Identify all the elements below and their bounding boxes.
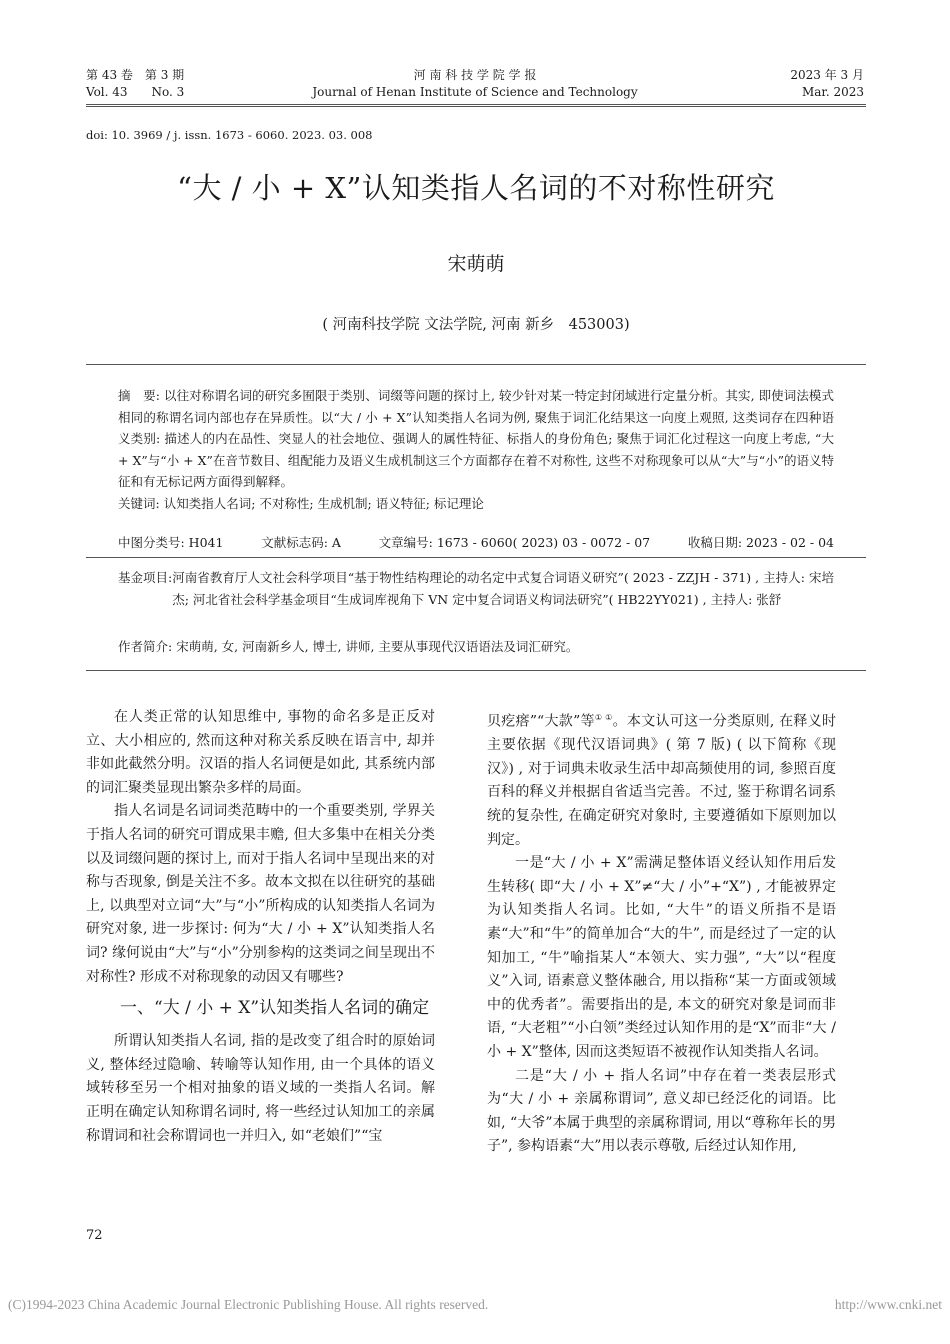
- body-paragraph: 在人类正常的认知思维中, 事物的命名多是正反对立、大小相应的, 然而这种对称关系反映在语言中, 却并非如此截然分明。汉语的指人名词便是如此, 其系统内部的词汇聚类显现出繁杂多样的局面。: [86, 709, 435, 796]
- header-volume-en: Vol. 43 No. 3: [86, 85, 185, 99]
- header-volume-cn: 第 43 卷 第 3 期: [86, 68, 185, 82]
- body-right-column: [487, 706, 836, 1159]
- keywords-text: 认知类指人名词; 不对称性; 生成机制; 语义特征; 标记理论: [163, 495, 484, 511]
- header-journal-en: Journal of Henan Institute of Science and Technology: [312, 85, 638, 99]
- document-code: 文献标志码: A: [261, 535, 341, 550]
- body-paragraph: 二是“大 / 小 + 指人名词”中存在着一类表层形式为“大 / 小 + 亲属称谓词”, 意义却已经泛化的词语。比如, “大爷”本属于典型的亲属称谓词, 用以“尊称年长的男子”, 参构语素“大”用以表示尊敬, 后经过认知作用,: [487, 1067, 836, 1155]
- fund-text: 河南省教育厅人文社会科学项目“基于物性结构理论的动名定中式复合词语义研究”( 2023 - ZZJH - 371) , 主持人: 宋培杰; 河北省社会科学基金项目“生成词库视角下 VN 定中复合词语义构词法研究”( HB22YY021) , 主持人: 张舒: [172, 570, 834, 607]
- author-name: 宋萌萌: [447, 253, 505, 275]
- body-left-column: [86, 706, 435, 1148]
- abstract-paragraph: [118, 385, 834, 493]
- page-number: 72: [86, 1228, 103, 1243]
- abstract-top-rule: [86, 364, 866, 365]
- abstract: [118, 385, 834, 514]
- keywords-label: 关键词:: [118, 495, 164, 511]
- header-date-cn: 2023 年 3 月: [790, 68, 864, 82]
- body-paragraph: 所谓认知类指人名词, 指的是改变了组合时的原始词义, 整体经过隐喻、转喻等认知作用, 由一个具体的语义域转移至另一个相对抽象的语义域的一类指人名词。解正明在确定认知称谓名词时, 将一些经过认知加工的亲属称谓词和社会称谓词也一并归入, 如“老娘们”“宝: [86, 1033, 435, 1144]
- copyright-footer: [8, 1297, 942, 1313]
- keywords: [118, 493, 834, 515]
- header-journal-cn: 河 南 科 技 学 院 学 报: [413, 68, 537, 82]
- author-bio-text: 宋萌萌, 女, 河南新乡人, 博士, 讲师, 主要从事现代汉语语法及词汇研究。: [176, 639, 579, 654]
- received-date: 收稿日期: 2023 - 02 - 04: [687, 535, 834, 550]
- body-text: 贝疙瘩”“大款”等: [487, 713, 595, 730]
- footnote-ref: ① ①: [594, 713, 613, 722]
- article-number: 文章编号: 1673 - 6060( 2023) 03 - 0072 - 07: [378, 535, 651, 550]
- header-rule: [86, 104, 866, 105]
- header-volume: [86, 67, 184, 101]
- cnki-link[interactable]: http://www.cnki.net: [834, 1297, 942, 1312]
- author-bio-label: 作者简介:: [118, 639, 177, 654]
- section-heading: 一、“大 / 小 + X”认知类指人名词的确定: [120, 998, 430, 1019]
- front-matter-bottom-rule: [86, 670, 866, 671]
- header-date-en: Mar. 2023: [801, 85, 864, 99]
- classification-line: [118, 533, 834, 551]
- doi: doi: 10. 3969 / j. issn. 1673 - 6060. 2023. 03. 008: [86, 128, 373, 142]
- abstract-text: 以往对称谓名词的研究多囿限于类别、词缀等问题的探讨上, 较少针对某一特定封闭域进行定量分析。其实, 即使词法模式相同的称谓名词内部也存在异质性。以“大 / 小 + X”认知类指人名词为例, 聚焦于词汇化结果这一向度上观照, 这类词存在四种语义类别: 描述人的内在品性、突显人的社会地位、强调人的属性特征、标指人的身份角色; 聚焦于词汇化过程这一向度上考虑, “大 + X”与“小 + X”在音节数目、组配能力及语义生成机制这三个方面都存在着不对称性, 这些不对称现象可以从“大”与“小”的语义特征和有无标记两方面得到解释。: [118, 388, 834, 489]
- body-paragraph: 指人名词是名词词类范畴中的一个重要类别, 学界关于指人名词的研究可谓成果丰赡, 但大多集中在相关分类以及词缀问题的探讨上, 而对于指人名词中呈现出来的对称与否现象, 倒是关注不多。故本文拟在以往研究的基础上, 以典型对立词“大”与“小”所构成的认知类指人名词为研究对象, 进一步探讨: 何为“大 / 小 + X”认知类指人名词? 缘何说由“大”与“小”分别参构的这类词之间呈现出不对称性? 形成不对称现象的动因又有哪些?: [86, 803, 435, 985]
- paper-title: “大 / 小 + X”认知类指人名词的不对称性研究: [177, 171, 775, 205]
- fund-info: [118, 567, 834, 610]
- affiliation: ( 河南科技学院 文法学院, 河南 新乡 453003): [322, 317, 630, 333]
- header-journal: [300, 67, 650, 101]
- clc-code: 中图分类号: H041: [118, 535, 224, 550]
- abstract-label: 摘 要:: [118, 388, 164, 403]
- body-text: 。本文认可这一分类原则, 在释义时主要依据《现代汉语词典》( 第 7 版) ( 以下简称《现汉》) , 对于词典未收录生活中却高频使用的词, 参照百度百科的释义并根据自省适当完善。不过, 鉴于称谓名词系统的复杂性, 在确定研究对象时, 主要遵循如下原则加以判定。: [487, 713, 836, 848]
- fund-label: 基金项目:: [118, 570, 173, 585]
- header-rule-2: [86, 106, 866, 107]
- body-paragraph: 一是“大 / 小 + X”需满足整体语义经认知作用后发生转移( 即“大 / 小 + X”≠“大 / 小”+“X”) , 才能被界定为认知类指人名词。比如, “大牛”的语义所指不是语素“大”和“牛”的简单加合“大的牛”, 而是经过了一定的认知加工, “牛”喻指某人“本领大、实力强”, “大”以“程度义”入词, 语素意义整体融合, 用以指称“某一方面或领域中的优秀者”。需要指出的是, 本文的研究对象是词而非语, “大老粗”“小白领”类经过认知作用的是“X”而非“大 / 小 + X”整体, 因而这类短语不被视作认知类指人名词。: [487, 855, 836, 1060]
- header-date: [790, 67, 864, 101]
- body-paragraph: [487, 706, 836, 852]
- copyright-text: (C)1994-2023 China Academic Journal Electronic Publishing House. All rights reserved.: [8, 1297, 489, 1312]
- fund-top-rule: [86, 557, 866, 558]
- author-bio: [118, 636, 834, 657]
